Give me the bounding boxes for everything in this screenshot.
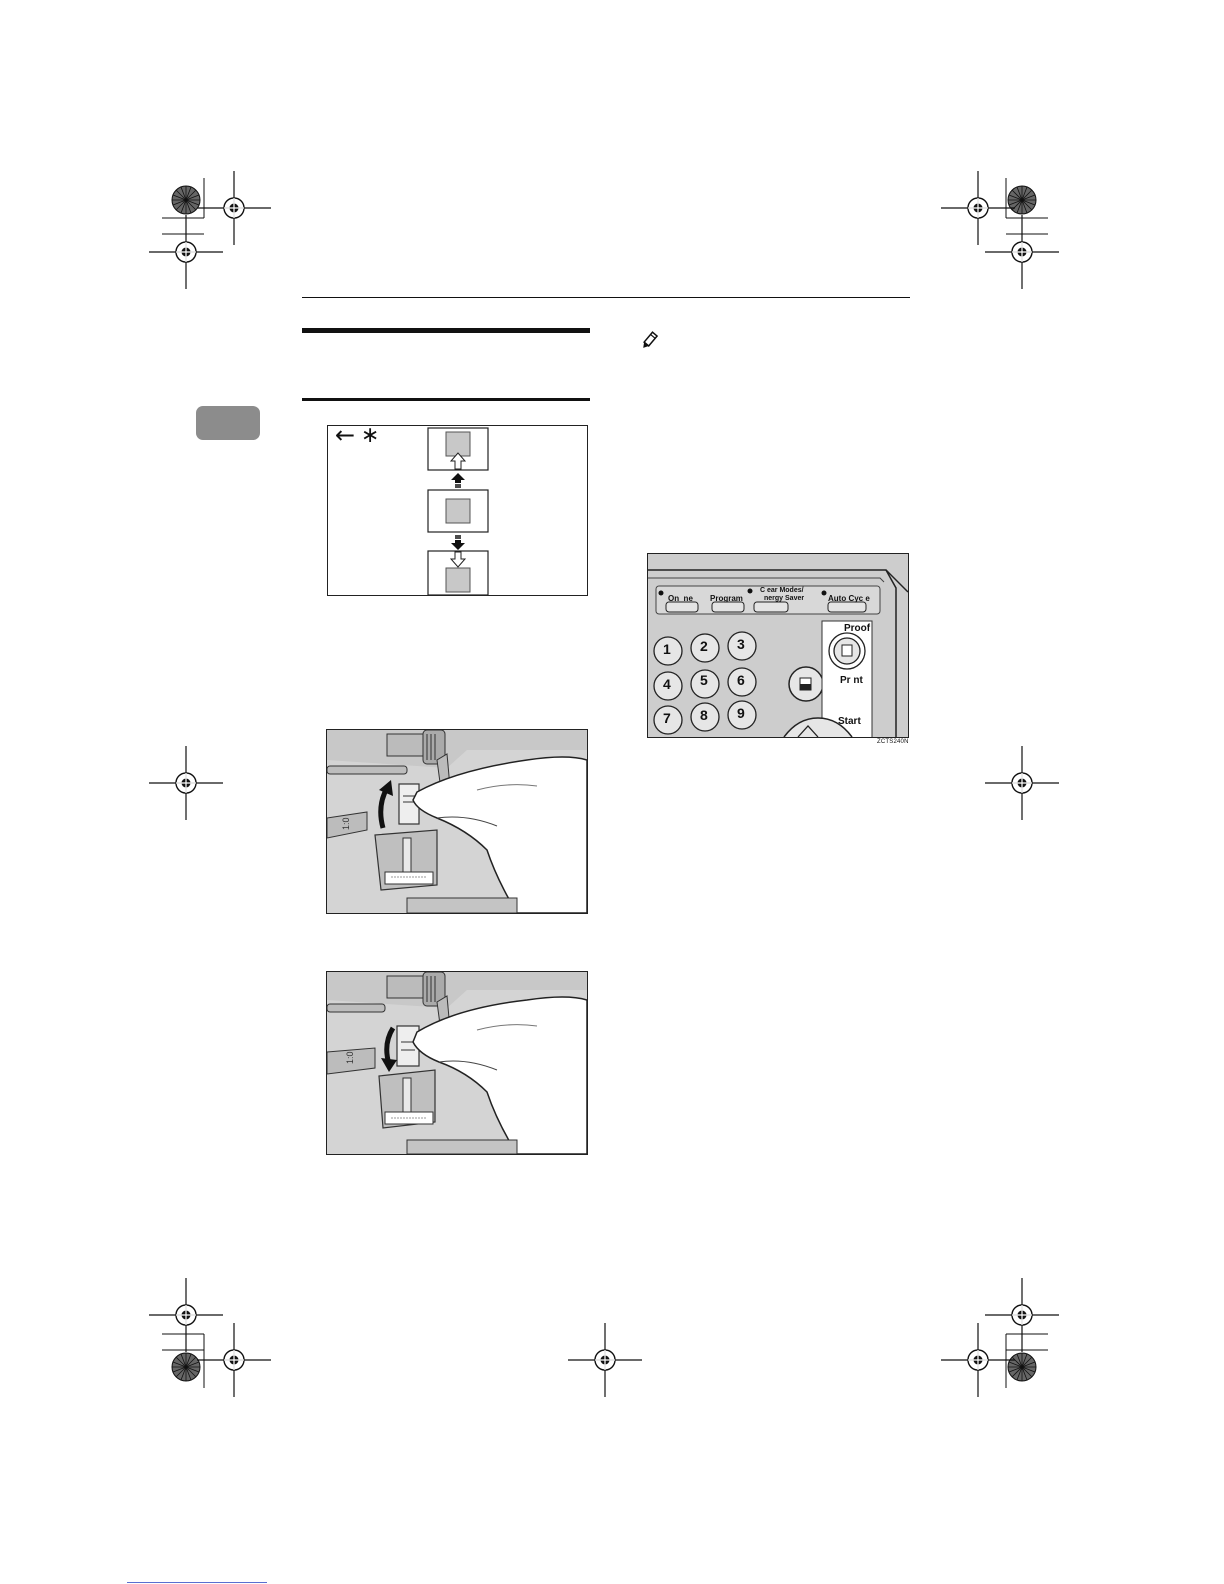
numpad-key-9: 9	[737, 705, 745, 721]
registration-mark-icon	[985, 215, 1059, 289]
section-heading-bottom-rule	[302, 398, 590, 401]
pencil-icon	[640, 331, 658, 351]
image-area	[446, 499, 470, 523]
up-arrow-icon	[451, 473, 465, 483]
numpad-key-6: 6	[737, 672, 745, 688]
lever-down-illustration	[326, 971, 588, 1155]
control-panel-illustration	[647, 553, 909, 738]
svg-text:1:0: 1:0	[341, 817, 351, 830]
clear-modes-label-line2: nergy Saver	[764, 595, 805, 602]
online-key-label: On ne	[668, 594, 693, 603]
numpad-key-5: 5	[700, 672, 708, 688]
header-rule	[302, 297, 910, 298]
image-position-diagram	[327, 421, 588, 596]
registration-mark-icon	[149, 746, 223, 820]
registration-mark-icon	[985, 746, 1059, 820]
star-glyph: ∗	[361, 423, 380, 448]
registration-mark-icon	[197, 1323, 271, 1397]
numpad-key-2: 2	[700, 638, 708, 654]
numpad-key-3: 3	[737, 636, 745, 652]
registration-mark-icon	[197, 171, 271, 245]
registration-mark-icon	[149, 215, 223, 289]
registration-mark-icon	[941, 1323, 1015, 1397]
registration-mark-icon	[568, 1323, 642, 1397]
auto-cycle-key-label: Auto Cyc e	[828, 594, 870, 603]
image-area	[446, 568, 470, 592]
starburst-icon	[1008, 1353, 1036, 1381]
starburst-icon	[1008, 186, 1036, 214]
proof-key-label: Proof	[844, 623, 871, 634]
svg-text:1:0: 1:0	[345, 1051, 355, 1064]
arrow-left-glyph: ←	[335, 421, 356, 449]
starburst-icon	[172, 186, 200, 214]
print-key-label: Pr nt	[840, 675, 863, 686]
registration-mark-icon	[985, 1278, 1059, 1352]
control-panel-drawing	[648, 554, 908, 737]
numpad-key-1: 1	[663, 641, 671, 657]
registration-mark-icon	[149, 1278, 223, 1352]
starburst-icon	[172, 1353, 200, 1381]
start-key-label: Start	[838, 716, 861, 727]
numpad-key-4: 4	[663, 676, 671, 692]
section-heading-top-rule	[302, 328, 590, 333]
chapter-tab	[196, 406, 260, 440]
image-code: ZCTS240N	[877, 739, 909, 745]
program-key-label: Program	[710, 594, 743, 603]
numpad-key-7: 7	[663, 710, 671, 726]
lever-up-illustration	[326, 729, 588, 914]
numpad-key-8: 8	[700, 707, 708, 723]
down-arrow-icon	[451, 540, 465, 550]
registration-mark-icon	[941, 171, 1015, 245]
clear-modes-label-line1: C ear Modes/	[760, 587, 804, 594]
